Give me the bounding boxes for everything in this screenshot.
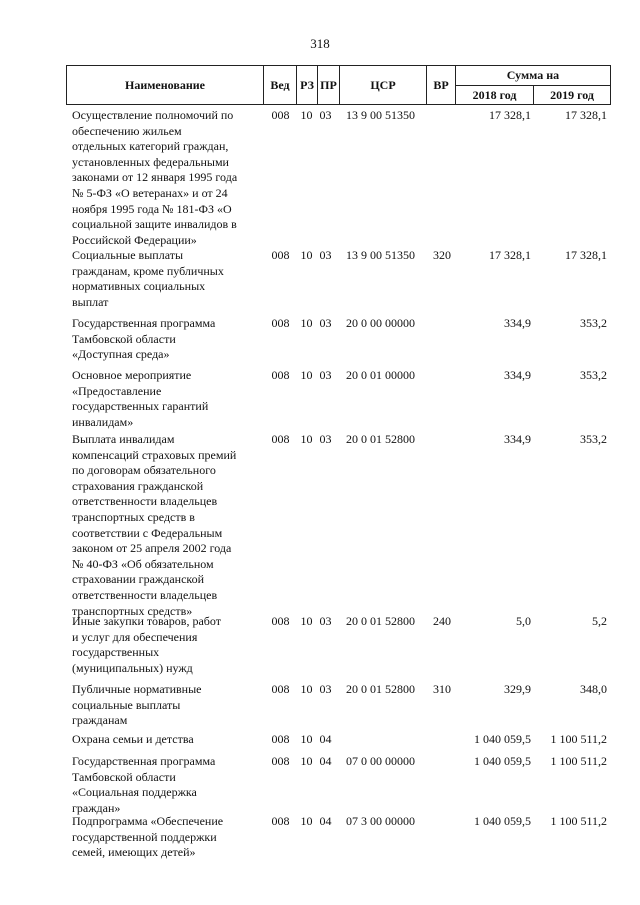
row-rz: 10 xyxy=(300,248,313,262)
row-sum-2018: 1 040 059,5 xyxy=(474,754,531,768)
row-sum-2019: 353,2 xyxy=(580,316,607,330)
row-pr: 03 xyxy=(319,432,332,446)
row-ved: 008 xyxy=(271,248,290,262)
row-rz: 10 xyxy=(300,682,313,696)
row-rz: 10 xyxy=(300,754,313,768)
row-pr: 04 xyxy=(319,732,332,746)
row-csr: 07 0 00 00000 xyxy=(346,754,415,768)
page-number: 318 xyxy=(310,36,330,51)
row-vr: 310 xyxy=(433,682,451,696)
row-ved: 008 xyxy=(271,432,290,446)
table-body xyxy=(66,104,611,862)
row-name: Государственная программа Тамбовской области «Доступная среда» xyxy=(72,316,216,362)
row-sum-2019: 1 100 511,2 xyxy=(550,732,607,746)
row-csr: 07 3 00 00000 xyxy=(346,814,415,828)
row-csr: 13 9 00 51350 xyxy=(346,248,415,262)
table-row xyxy=(66,610,611,678)
table-row xyxy=(66,244,611,312)
table-row xyxy=(66,810,611,862)
row-name: Выплата инвалидам компенсаций страховых премий по договорам обязательного страхования гражданской ответственности владельцев транспортных средств в соответствии с Федеральным законом от 25 апреля 2002 года № 40-ФЗ «Об обязательном страховании гражданской ответственности владельцев транспортных средств» xyxy=(72,432,237,618)
row-sum-2018: 1 040 059,5 xyxy=(474,732,531,746)
row-name: Подпрограмма «Обеспечение государственной поддержки семей, имеющих детей» xyxy=(72,814,224,860)
header-ved: Вед xyxy=(263,65,297,105)
row-name: Публичные нормативные социальные выплаты гражданам xyxy=(72,682,202,728)
row-sum-2019: 17 328,1 xyxy=(565,108,607,122)
row-name: Социальные выплаты гражданам, кроме публичных нормативных социальных выплат xyxy=(72,248,224,309)
row-pr: 03 xyxy=(319,682,332,696)
row-rz: 10 xyxy=(300,814,313,828)
table-header xyxy=(66,65,611,105)
row-sum-2019: 17 328,1 xyxy=(565,248,607,262)
row-sum-2018: 329,9 xyxy=(504,682,531,696)
row-rz: 10 xyxy=(300,732,313,746)
row-pr: 03 xyxy=(319,614,332,628)
row-ved: 008 xyxy=(271,814,290,828)
row-sum-2018: 334,9 xyxy=(504,432,531,446)
row-csr: 20 0 01 00000 xyxy=(346,368,415,382)
row-ved: 008 xyxy=(271,682,290,696)
header-pr: ПР xyxy=(317,65,340,105)
header-2018: 2018 год xyxy=(455,85,534,105)
row-rz: 10 xyxy=(300,614,313,628)
header-rz: РЗ xyxy=(296,65,318,105)
header-name: Наименование xyxy=(66,65,264,105)
table-row xyxy=(66,728,611,750)
row-name: Охрана семьи и детства xyxy=(72,732,194,746)
row-ved: 008 xyxy=(271,754,290,768)
row-csr: 13 9 00 51350 xyxy=(346,108,415,122)
row-csr: 20 0 01 52800 xyxy=(346,614,415,628)
row-pr: 04 xyxy=(319,754,332,768)
table-row xyxy=(66,312,611,364)
row-ved: 008 xyxy=(271,108,290,122)
table-row xyxy=(66,428,611,618)
row-ved: 008 xyxy=(271,732,290,746)
row-pr: 03 xyxy=(319,248,332,262)
row-csr: 20 0 01 52800 xyxy=(346,682,415,696)
row-rz: 10 xyxy=(300,108,313,122)
table-row xyxy=(66,678,611,728)
row-ved: 008 xyxy=(271,614,290,628)
row-rz: 10 xyxy=(300,432,313,446)
row-pr: 03 xyxy=(319,108,332,122)
row-name: Осуществление полномочий по обеспечению жильем отдельных категорий граждан, установленных федеральными законами от 12 января 1995 года № 5-ФЗ «О ветеранах» и от 24 ноября 1995 года № 181-ФЗ «О социальной защите инвалидов в Российской Федерации» xyxy=(72,108,238,247)
row-sum-2019: 1 100 511,2 xyxy=(550,754,607,768)
table-row xyxy=(66,750,611,815)
row-vr: 320 xyxy=(433,248,451,262)
row-ved: 008 xyxy=(271,368,290,382)
row-rz: 10 xyxy=(300,316,313,330)
row-name: Иные закупки товаров, работ и услуг для обеспечения государственных (муниципальных) нужд xyxy=(72,614,221,675)
header-csr: ЦСР xyxy=(339,65,427,105)
row-vr: 240 xyxy=(433,614,451,628)
row-sum-2019: 353,2 xyxy=(580,368,607,382)
row-name: Государственная программа Тамбовской области «Социальная поддержка граждан» xyxy=(72,754,216,815)
header-2019: 2019 год xyxy=(533,85,611,105)
row-sum-2018: 17 328,1 xyxy=(489,248,531,262)
row-pr: 04 xyxy=(319,814,332,828)
row-csr: 20 0 00 00000 xyxy=(346,316,415,330)
row-sum-2018: 1 040 059,5 xyxy=(474,814,531,828)
row-sum-2019: 353,2 xyxy=(580,432,607,446)
row-sum-2018: 334,9 xyxy=(504,368,531,382)
row-sum-2019: 5,2 xyxy=(592,614,607,628)
row-sum-2019: 348,0 xyxy=(580,682,607,696)
row-name: Основное мероприятие «Предоставление государственных гарантий инвалидам» xyxy=(72,368,209,429)
row-sum-2018: 334,9 xyxy=(504,316,531,330)
header-vr: ВР xyxy=(426,65,456,105)
row-sum-2018: 5,0 xyxy=(516,614,531,628)
table-row xyxy=(66,364,611,428)
row-sum-2019: 1 100 511,2 xyxy=(550,814,607,828)
row-pr: 03 xyxy=(319,316,332,330)
row-rz: 10 xyxy=(300,368,313,382)
row-ved: 008 xyxy=(271,316,290,330)
table-row xyxy=(66,104,611,247)
row-csr: 20 0 01 52800 xyxy=(346,432,415,446)
row-pr: 03 xyxy=(319,368,332,382)
row-sum-2018: 17 328,1 xyxy=(489,108,531,122)
header-sum: Сумма на xyxy=(455,65,611,86)
